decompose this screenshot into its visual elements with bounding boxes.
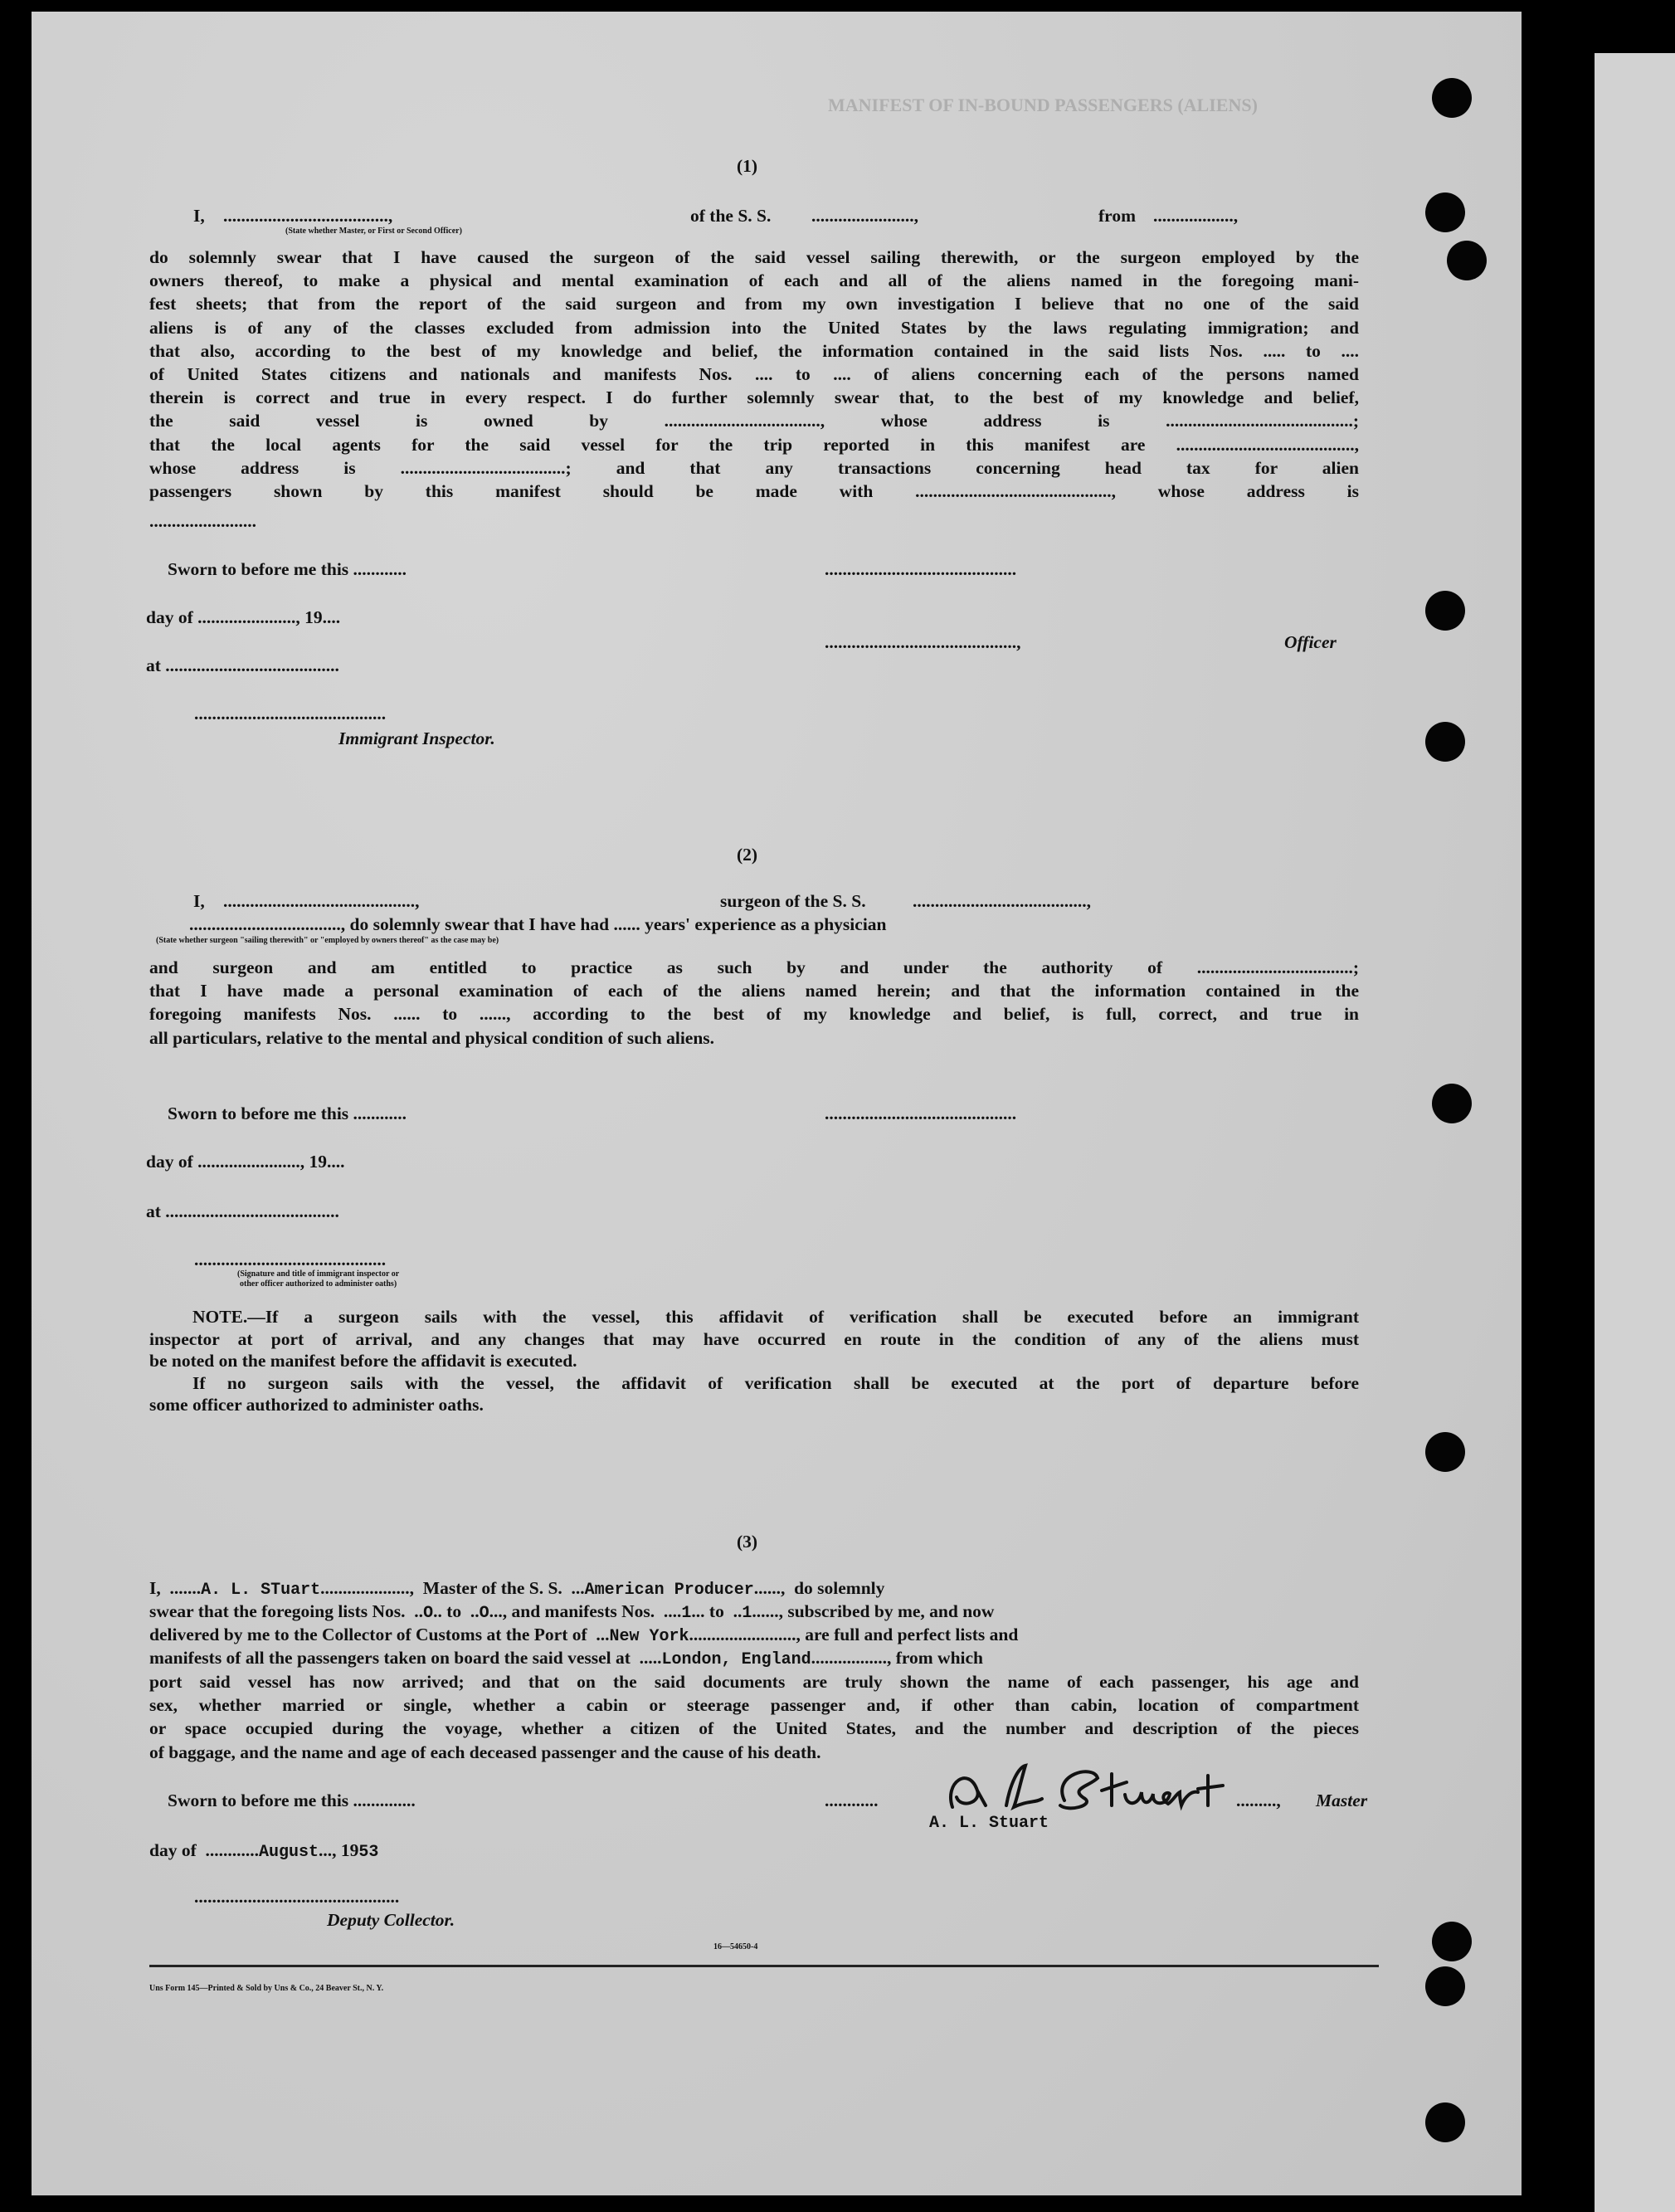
s2-body-line: foregoing manifests Nos. ...... to ......, according to the best of my knowledge and belief, is full, correct, and true in — [149, 1004, 1359, 1025]
s1-officer-sig-dots: ..........................................., — [825, 632, 1021, 652]
s1-officer-dots: ....................................., — [223, 206, 393, 226]
s3-master-dots-b: ........., — [1236, 1791, 1286, 1810]
s2-body-line: that I have made a personal examination of each of the aliens named herein; and that the information contained in the — [149, 981, 1359, 1001]
s1-officer-dots-line: ........................................... — [825, 559, 1017, 579]
form-code: 16—54650-4 — [713, 1942, 758, 1951]
s3-collector-dots: .............................................. — [194, 1887, 400, 1907]
s1-i: I, — [193, 206, 205, 226]
punch-hole — [1432, 1084, 1472, 1123]
s3-l1-b: ...................., Master of the S. S. ... — [320, 1578, 585, 1598]
punch-hole — [1425, 1966, 1465, 2006]
punch-hole — [1447, 241, 1487, 280]
s3-body-line: or space occupied during the voyage, whether a citizen of the United States, and the number and description of the pieces — [149, 1718, 1359, 1739]
s1-body-line: that also, according to the best of my knowledge and belief, the information contained in the said lists Nos. ..... to .... — [149, 340, 1359, 361]
s3-line4 — [149, 1649, 983, 1669]
section-2-number: (2) — [737, 845, 758, 865]
manifest-page — [32, 12, 1522, 2195]
s2-surgeon-dots: ..........................................., — [223, 891, 420, 911]
s1-body-line: that the local agents for the said vessel for the trip reported in this manifest are ........................................, — [149, 434, 1359, 455]
s3-l3-b: ........................, are full and perfect lists and — [689, 1625, 1019, 1644]
punch-hole — [1432, 1922, 1472, 1961]
s3-l4-b: ................., from which — [811, 1648, 984, 1668]
s1-body-line: passengers shown by this manifest should be made with ............................................, whose address is — [149, 481, 1359, 502]
s2-ship-dots: ......................................., — [913, 891, 1091, 911]
month: August — [259, 1843, 319, 1862]
s2-body — [149, 956, 1359, 1050]
lists-from: O — [423, 1604, 434, 1623]
s2-body-line: all particulars, relative to the mental and physical condition of such aliens. — [149, 1027, 715, 1048]
s2-note — [149, 1306, 1359, 1416]
s1-officer-note: (State whether Master, or First or Second Officer) — [285, 227, 462, 236]
s1-from: from — [1098, 206, 1136, 226]
s3-body-line: sex, whether married or single, whether a cabin or steerage passenger and, if other than cabin, location of compartment — [149, 1695, 1359, 1716]
s1-body-line: do solemnly swear that I have caused the surgeon of the said vessel sailing therewith, or the surgeon employed by the — [149, 247, 1359, 267]
s1-officer-label: Officer — [1284, 632, 1337, 652]
s1-body-line: owners thereof, to make a physical and mental examination of each and all of the aliens named in the foregoing mani- — [149, 270, 1359, 291]
s3-l2-d: ... to .. — [691, 1601, 743, 1621]
s1-body-line: aliens is of any of the classes excluded from admission into the United States by the laws regulating immigration; and — [149, 317, 1359, 338]
note-line-3: be noted on the manifest before the affidavit is executed. — [149, 1351, 577, 1371]
s1-sworn: Sworn to before me this ............ — [168, 559, 407, 579]
s1-trailing-dots: ........................ — [149, 511, 256, 531]
s2-at: at ....................................... — [146, 1201, 339, 1221]
s1-day-of: day of ......................, 19.... — [146, 607, 341, 627]
punch-hole — [1425, 2102, 1465, 2142]
port-name: New York — [609, 1627, 689, 1646]
ship-name: American Producer — [584, 1581, 754, 1600]
punch-hole — [1425, 722, 1465, 762]
master-name: A. L. STuart — [201, 1581, 321, 1600]
s3-collector-label: Deputy Collector. — [327, 1910, 455, 1930]
s3-body-line: of baggage, and the name and age of each deceased passenger and the cause of his death. — [149, 1742, 821, 1762]
s2-body-line: and surgeon and am entitled to practice as such by and under the authority of ...................................; — [149, 957, 1359, 977]
s3-line3 — [149, 1626, 1018, 1645]
s3-day-of — [149, 1842, 378, 1861]
adjacent-page-edge — [1595, 53, 1675, 2212]
s3-l1-a: I, ....... — [149, 1578, 202, 1598]
s3-l2-a: swear that the foregoing lists Nos. .. — [149, 1601, 424, 1621]
s1-body-line: fest sheets; that from the report of the said surgeon and from my own investigation I believe that no one of the said — [149, 294, 1359, 314]
s3-day-a: day of ............ — [149, 1840, 259, 1860]
s1-body-line: the said vessel is owned by ..................................., whose address is ..........................................; — [149, 411, 1359, 431]
s3-sworn: Sworn to before me this .............. — [168, 1791, 416, 1810]
footer-rule — [149, 1965, 1379, 1967]
s3-body — [149, 1670, 1359, 1764]
section-3-number: (3) — [737, 1532, 758, 1552]
s3-line2 — [149, 1603, 994, 1622]
s3-master-dots-a: ............ — [825, 1791, 879, 1810]
s3-body-line: port said vessel has now arrived; and that on the said documents are truly shown the name of each passenger, his age and — [149, 1672, 1359, 1692]
footer-printer: Uns Form 145—Printed & Sold by Uns & Co., 24 Beaver St., N. Y. — [149, 1984, 384, 1993]
s1-body-line: whose address is .....................................; and that any transactions concerning head tax for alien — [149, 457, 1359, 478]
s1-of-ss: of the S. S. — [690, 206, 772, 226]
s1-inspector-dots: ........................................... — [194, 704, 387, 724]
punch-hole — [1425, 591, 1465, 631]
s3-day-b: ..., 19 — [319, 1840, 359, 1860]
s2-line2: .................................., do solemnly swear that I have had ...... years' experience as a physician — [189, 914, 887, 934]
s2-i: I, — [193, 891, 205, 911]
note-line-1 — [149, 1306, 1359, 1328]
signature-print: A. L. Stuart — [929, 1814, 1049, 1833]
note-line-5: some officer authorized to administer oaths. — [149, 1395, 484, 1415]
s3-line1 — [149, 1580, 884, 1599]
manifests-to: 1 — [742, 1604, 752, 1623]
s2-surgeon-of: surgeon of the S. S. — [720, 891, 866, 911]
lists-to: O — [479, 1604, 489, 1623]
s3-l1-c: ......, do solemnly — [753, 1578, 885, 1598]
note-label: NOTE.— — [192, 1307, 265, 1327]
s2-inspector-dots: ........................................... — [194, 1250, 387, 1269]
section-1-number: (1) — [737, 156, 758, 176]
bleed-through-header: MANIFEST OF IN-BOUND PASSENGERS (ALIENS) — [828, 95, 1258, 115]
note-line-4: If no surgeon sails with the vessel, the affidavit of verification shall be executed at the port of departure before — [192, 1372, 1359, 1393]
punch-hole — [1425, 1432, 1465, 1472]
s2-sig-dots: ........................................... — [825, 1104, 1017, 1123]
s2-surgeon-note: (State whether surgeon "sailing therewith" or "employed by owners thereof" as the case may be) — [156, 936, 499, 945]
punch-hole — [1432, 78, 1472, 118]
s1-inspector-label: Immigrant Inspector. — [338, 728, 495, 748]
s1-body — [149, 246, 1359, 503]
note-text-1: If a surgeon sails with the vessel, this affidavit of verification shall be executed before an immigrant — [265, 1307, 1359, 1327]
punch-hole — [1425, 192, 1465, 232]
s1-at: at ....................................... — [146, 655, 339, 675]
s3-l2-c: ..., and manifests Nos. .... — [489, 1601, 682, 1621]
s3-l4-a: manifests of all the passengers taken on board the said vessel at ..... — [149, 1648, 662, 1668]
departure-port: London, England — [661, 1650, 811, 1669]
s2-day-of: day of ......................., 19.... — [146, 1152, 345, 1172]
s1-body-line: therein is correct and true in every respect. I do further solemnly swear that, to the best of my knowledge and belief, — [149, 387, 1359, 408]
manifests-from: 1 — [681, 1604, 692, 1623]
s2-sworn: Sworn to before me this ............ — [168, 1104, 407, 1123]
s1-ship-dots: ......................., — [811, 206, 918, 226]
s1-from-dots: .................., — [1153, 206, 1239, 226]
s3-master-label: Master — [1316, 1791, 1368, 1810]
s3-l2-e: ......, subscribed by me, and now — [752, 1601, 995, 1621]
note-line-2: inspector at port of arrival, and any changes that may have occurred en route in the condition of any of the aliens must — [149, 1328, 1359, 1349]
s2-inspector-note: (Signature and title of immigrant inspector or other officer authorized to administer oaths) — [237, 1269, 400, 1289]
s3-l2-b: .. to .. — [433, 1601, 480, 1621]
s3-l3-a: delivered by me to the Collector of Customs at the Port of ... — [149, 1625, 610, 1644]
year: 53 — [358, 1843, 379, 1862]
s1-body-line: of United States citizens and nationals and manifests Nos. .... to .... of aliens concerning each of the persons named — [149, 364, 1359, 385]
